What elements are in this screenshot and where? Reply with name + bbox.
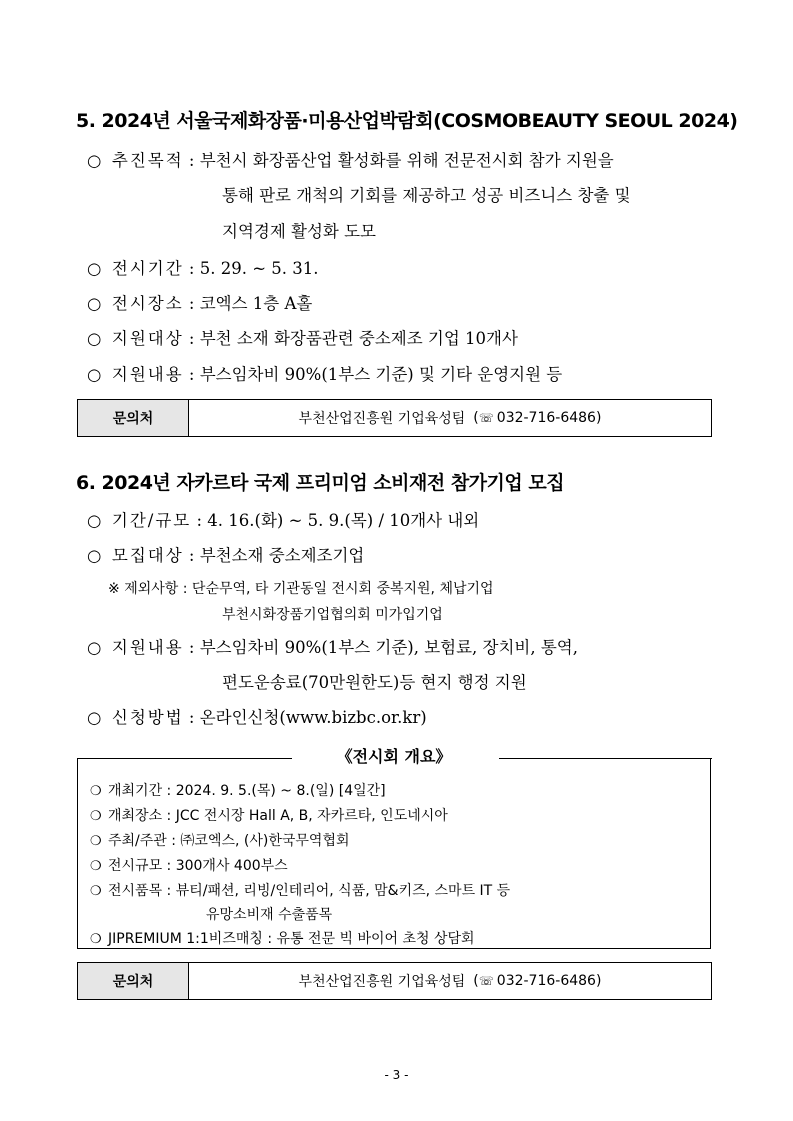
support-continued: 편도운송료(70만원한도)등 현지 행정 지원 [222,673,527,692]
overview-row: ❍ 주최/주관 : ㈜코엑스, (사)한국무역협회 [90,833,350,849]
contact-org: 부천산업진흥원 기업육성팀 [298,411,466,427]
overview-row: ❍ JIPREMIUM 1:1비즈매칭 : 유통 전문 빅 바이어 초청 상담회 [90,931,475,947]
exhibition-overview-box [77,747,711,949]
purpose-continued-2: 지역경제 활성화 도모 [222,222,376,241]
section-6-heading: 6. 2024년 자카르타 국제 프리미엄 소비재전 참가기업 모집 [76,472,565,494]
overview-title: 《전시회 개요》 [336,747,452,766]
apply-method-item: ○ 신청방법 : 온라인신청(www.bizbc.or.kr) [87,708,427,727]
contact-value: 부천산업진흥원 기업육성팀 (☏ 032-716-6486) [298,410,602,427]
overview-row-continued: 유망소비재 수출품목 [206,907,333,923]
period-item: ○ 전시기간 : 5. 29. ~ 5. 31. [87,259,319,278]
purpose-continued-1: 통해 판로 개척의 기회를 제공하고 성공 비즈니스 창출 및 [222,186,631,205]
overview-row: ❍ 전시품목 : 뷰티/패션, 리빙/인테리어, 식품, 맘&키즈, 스마트 IT 등 [90,883,511,899]
recruit-target-item: ○ 모집대상 : 부천소재 중소제조기업 [87,546,365,565]
contact-value: 부천산업진흥원 기업육성팀 (☏ 032-716-6486) [298,973,602,990]
support-item-6: ○ 지원내용 : 부스임차비 90%(1부스 기준), 보험료, 장치비, 통역, [87,638,578,657]
exclusion-note: ※ 제외사항 : 단순무역, 타 기관동일 전시회 중복지원, 체납기업 [108,581,494,597]
contact-org: 부천산업진흥원 기업육성팀 [298,974,466,990]
phone-icon: ☏ [478,974,494,988]
contact-phone: 032-716-6486 [496,973,596,989]
purpose-item: ○ 추진목적 : 부천시 화장품산업 활성화를 위해 전문전시회 참가 지원을 [87,151,614,170]
overview-row: ❍ 전시규모 : 300개사 400부스 [90,858,288,874]
section-5-heading: 5. 2024년 서울국제화장품·미용산업박람회(COSMOBEAUTY SEOUL 2024) [76,110,738,132]
exclusion-note-continued: 부천시화장품기업협의회 미가입기업 [222,607,443,623]
target-item: ○ 지원대상 : 부천 소재 화장품관련 중소제조 기업 10개사 [87,329,518,348]
contact-box-6 [77,962,712,1000]
contact-box-5 [77,399,712,437]
overview-row: ❍ 개최기간 : 2024. 9. 5.(목) ~ 8.(일) [4일간] [90,783,386,799]
schedule-item: ○ 기간/규모 : 4. 16.(화) ~ 5. 9.(목) / 10개사 내외 [87,511,480,530]
page-number: - 3 - [384,1068,409,1082]
phone-icon: ☏ [478,411,494,425]
support-item: ○ 지원내용 : 부스임차비 90%(1부스 기준) 및 기타 운영지원 등 [87,365,563,384]
venue-item: ○ 전시장소 : 코엑스 1층 A홀 [87,294,313,313]
contact-label: 문의처 [78,963,189,999]
overview-row: ❍ 개최장소 : JCC 전시장 Hall A, B, 자카르타, 인도네시아 [90,808,448,824]
contact-phone: 032-716-6486 [496,410,596,426]
contact-label: 문의처 [78,400,189,436]
